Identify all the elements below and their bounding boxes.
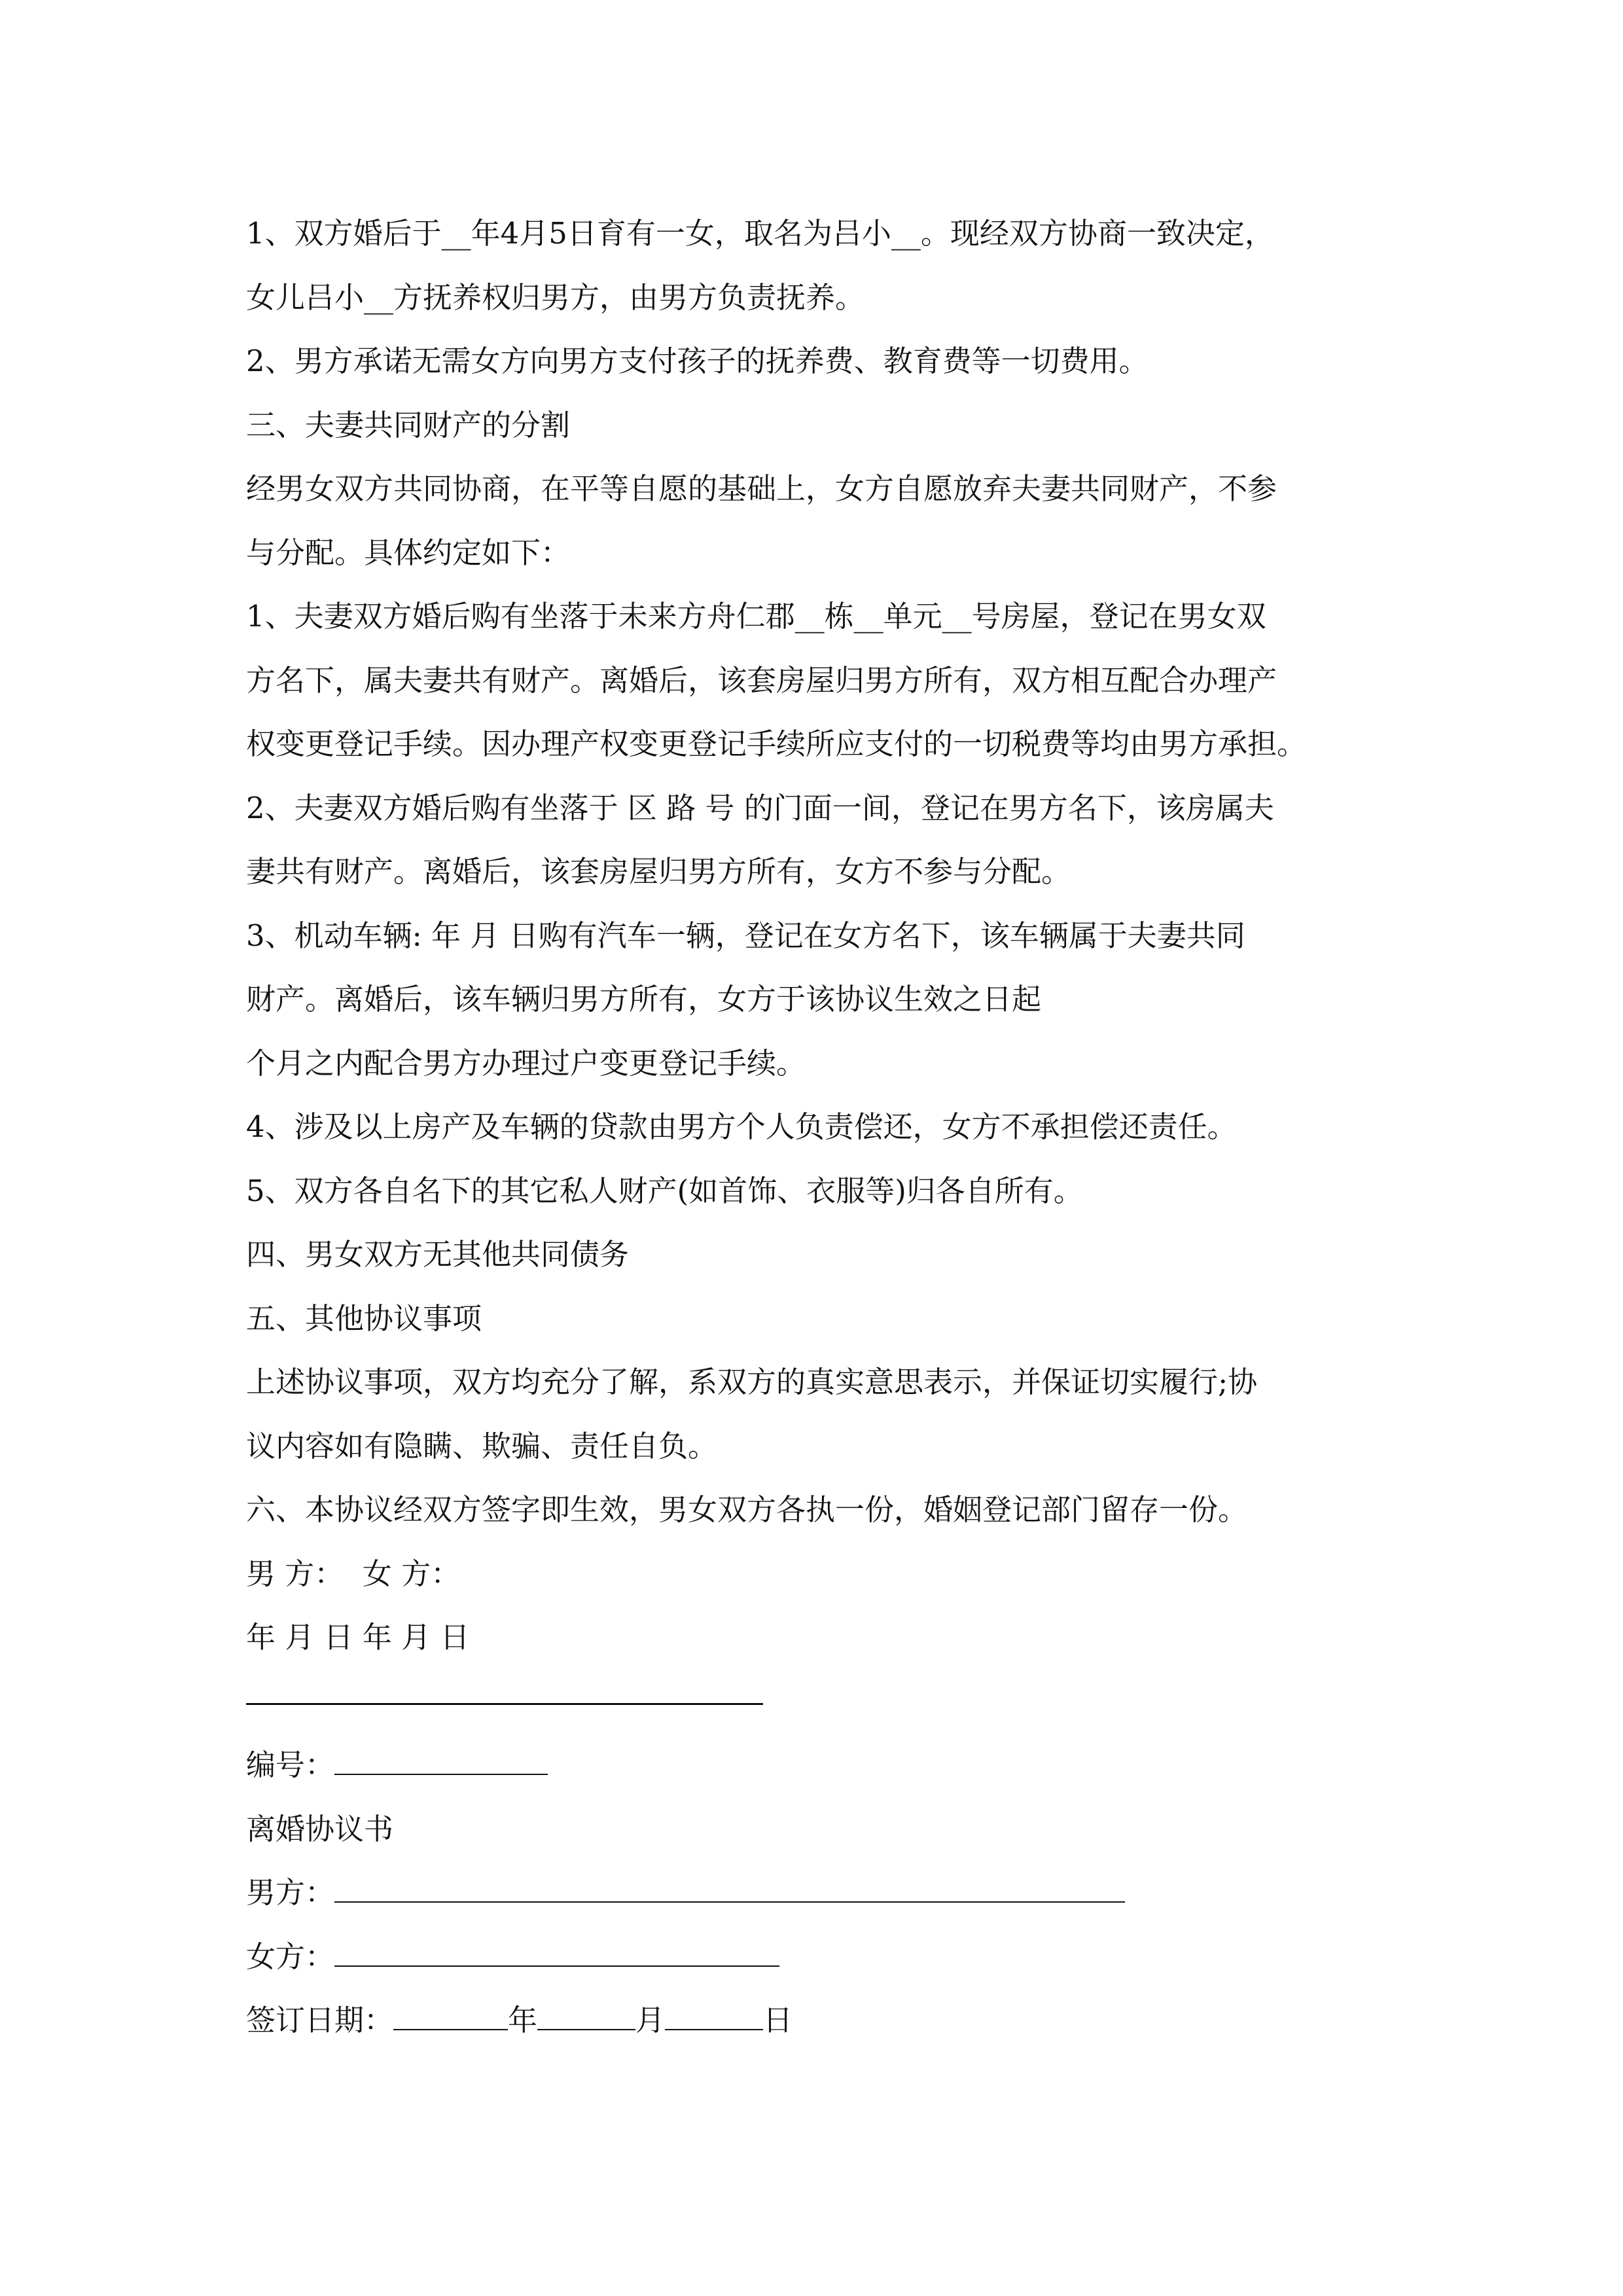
separator-rule: [246, 1703, 763, 1705]
date-label: 签订日期：: [246, 2003, 394, 2037]
paragraph-line: 妻共有财产。离婚后，该套房屋归男方所有，女方不参与分配。: [246, 854, 1071, 889]
document-body: [246, 202, 1398, 2053]
year-blank: [393, 2000, 508, 2030]
cover-male-row: [246, 1861, 1398, 1925]
paragraph-line: 4、涉及以上房产及车辆的贷款由男方个人负责偿还，女方不承担偿还责任。: [246, 1109, 1237, 1144]
signature-parties: 男 方： 女 方：: [246, 1556, 461, 1591]
paragraph-line: 议内容如有隐瞒、欺骗、责任自负。: [246, 1428, 718, 1463]
paragraph-line: 2、夫妻双方婚后购有坐落于 区 路 号 的门面一间，登记在男方名下，该房属夫: [246, 790, 1274, 825]
paragraph-line: 与分配。具体约定如下：: [246, 535, 571, 570]
cover-female-row: [246, 1925, 1398, 1989]
paragraph-line: 六、本协议经双方签字即生效，男女双方各执一份，婚姻登记部门留存一份。: [246, 1492, 1248, 1527]
section-heading: 四、男女双方无其他共同债务: [246, 1237, 630, 1272]
cover-number-row: [246, 1733, 1398, 1797]
year-label: 年: [508, 2003, 538, 2037]
paragraph-line: 上述协议事项，双方均充分了解，系双方的真实意思表示，并保证切实履行;协: [246, 1365, 1258, 1399]
cover-date-row: [246, 1988, 1398, 2053]
separator-rule-line: [246, 1670, 1398, 1734]
paragraph-line: 方名下，属夫妻共有财产。离婚后，该套房屋归男方所有，双方相互配合办理产: [246, 662, 1277, 698]
signature-dates: 年 月 日 年 月 日: [246, 1620, 470, 1655]
section-heading: 五、其他协议事项: [246, 1300, 482, 1336]
paragraph-line: 2、男方承诺无需女方向男方支付孩子的抚养费、教育费等一切费用。: [246, 344, 1149, 378]
paragraph-line: 经男女双方共同协商，在平等自愿的基础上，女方自愿放弃夫妻共同财产，不参: [246, 471, 1277, 506]
male-label: 男方：: [246, 1875, 335, 1910]
number-label: 编号：: [246, 1748, 335, 1782]
number-blank: [334, 1744, 548, 1775]
section-heading: 三、夫妻共同财产的分割: [246, 407, 571, 442]
female-label: 女方：: [246, 1939, 335, 1974]
paragraph-line: 个月之内配合男方办理过户变更登记手续。: [246, 1045, 806, 1081]
month-label: 月: [635, 2003, 666, 2037]
paragraph-line: 权变更登记手续。因办理产权变更登记手续所应支付的一切税费等均由男方承担。: [246, 726, 1307, 761]
paragraph-line: 1、夫妻双方婚后购有坐落于未来方舟仁郡__栋__单元__号房屋，登记在男女双: [246, 599, 1266, 634]
day-label: 日: [763, 2003, 793, 2037]
female-blank: [334, 1936, 779, 1967]
month-blank: [537, 2000, 635, 2030]
male-blank: [334, 1872, 1125, 1903]
paragraph-line: 1、双方婚后于__年4月5日育有一女，取名为吕小__。现经双方协商一致决定，: [246, 216, 1274, 251]
day-blank: [665, 2000, 763, 2030]
cover-title: 离婚协议书: [246, 1811, 394, 1846]
paragraph-line: 3、机动车辆: 年 月 日购有汽车一辆，登记在女方名下，该车辆属于夫妻共同: [246, 918, 1245, 953]
paragraph-line: 5、双方各自名下的其它私人财产(如首饰、衣服等)归各自所有。: [246, 1173, 1083, 1208]
paragraph-line: 女儿吕小__方抚养权归男方，由男方负责抚养。: [246, 279, 865, 315]
paragraph-line: 财产。离婚后，该车辆归男方所有，女方于该协议生效之日起: [246, 982, 1042, 1016]
